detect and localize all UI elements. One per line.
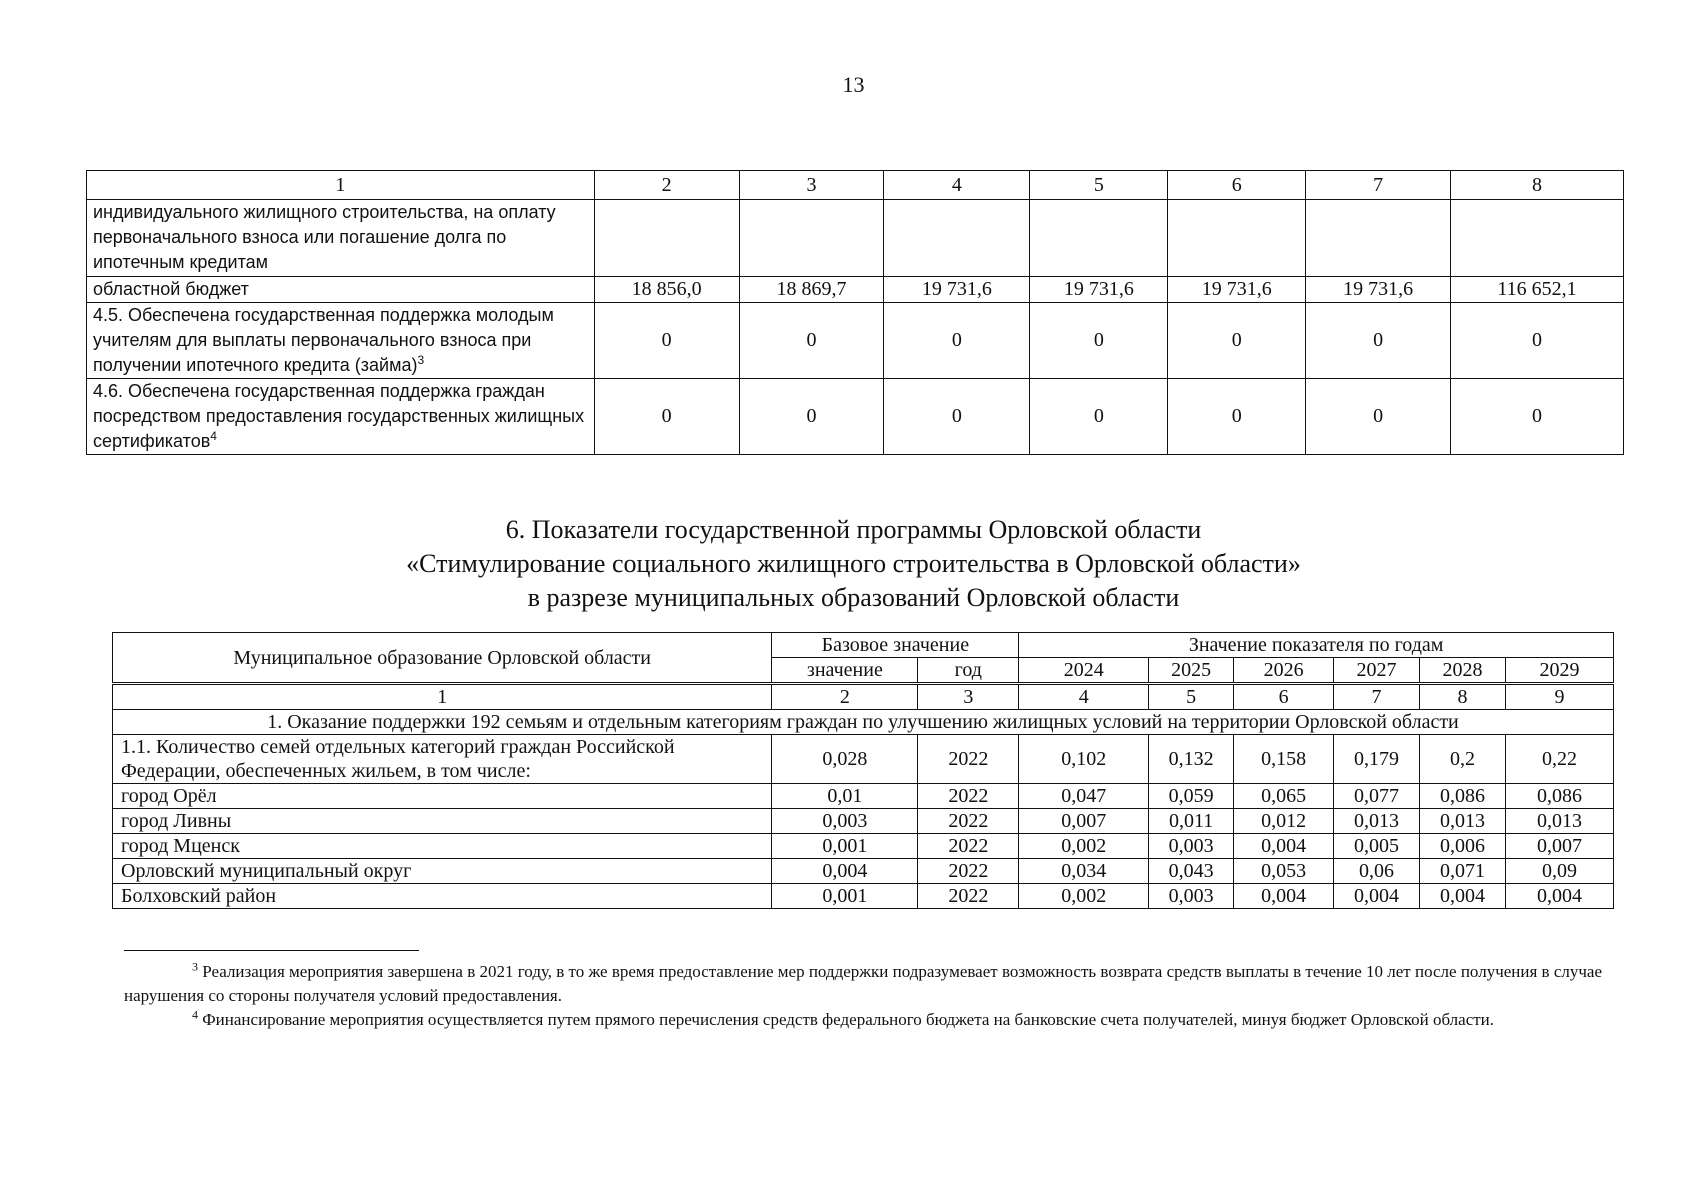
cell-value: 0,013 [1334, 809, 1420, 834]
col-number: 4 [1019, 684, 1149, 710]
col-header-municipality: Муниципальное образование Орловской области [113, 633, 772, 684]
row-name: 1.1. Количество семей отдельных категорий граждан Российской Федерации, обеспеченных жильем, в том числе: [113, 735, 772, 784]
table-row [87, 379, 1624, 455]
footnote [124, 960, 1602, 1008]
col-number: 5 [1149, 684, 1234, 710]
section-title-line: 6. Показатели государственной программы Орловской области [505, 515, 1202, 544]
cell-value: 18 869,7 [739, 277, 884, 303]
footnote-separator [124, 950, 419, 951]
col-header: 2 [594, 171, 739, 200]
cell-value: 0,002 [1019, 884, 1149, 909]
footnote-ref: 3 [417, 353, 425, 367]
section-row-label: 1. Оказание поддержки 192 семьям и отдельным категориям граждан по улучшению жилищных условий на территории Орловской области [113, 710, 1614, 735]
table-header-row [87, 171, 1624, 200]
section-title-line: в разрезе муниципальных образований Орловской области [527, 583, 1180, 612]
cell-value: 18 856,0 [594, 277, 739, 303]
cell-value: 0,158 [1234, 735, 1334, 784]
cell-value: 0,059 [1149, 784, 1234, 809]
cell-value: 0 [594, 379, 739, 455]
cell-value [884, 200, 1030, 277]
page-number: 13 [842, 72, 865, 97]
section-row [113, 710, 1614, 735]
col-header: 1 [87, 171, 595, 200]
section-title [0, 513, 1707, 615]
cell-value: 0,22 [1505, 735, 1613, 784]
col-header-base: Базовое значение [772, 633, 1019, 658]
cell-base-value: 0,001 [772, 884, 918, 909]
row-description: областной бюджет [87, 277, 595, 303]
table-row [87, 303, 1624, 379]
col-header-base-year: год [918, 658, 1019, 684]
row-description: индивидуального жилищного строительства, на оплату первоначального взноса или погашение долга по ипотечным кредитам [87, 200, 595, 277]
row-description [87, 303, 595, 379]
indicators-table [112, 632, 1614, 909]
cell-value: 0 [1306, 303, 1451, 379]
cell-value: 0,004 [1334, 884, 1420, 909]
cell-value: 0,086 [1505, 784, 1613, 809]
cell-value: 0 [1030, 379, 1168, 455]
section-title-line: «Стимулирование социального жилищного строительства в Орловской области» [406, 549, 1301, 578]
footnote-text: Реализация мероприятия завершена в 2021 году, в то же время предоставление мер поддержки подразумевает возможность возврата средств выплаты в течение 10 лет после получения в случае нарушения со стороны получателя условий предоставления. [124, 962, 1603, 1005]
cell-value: 0 [884, 303, 1030, 379]
cell-value: 0,013 [1505, 809, 1613, 834]
cell-value: 0 [739, 303, 884, 379]
table-row [113, 735, 1614, 784]
footnote-mark: 4 [192, 1007, 198, 1022]
footnote-mark: 3 [192, 959, 198, 974]
cell-value: 0,179 [1334, 735, 1420, 784]
cell-value: 0 [1306, 379, 1451, 455]
row-name: город Мценск [113, 834, 772, 859]
table-row [113, 884, 1614, 909]
cell-base-value: 0,003 [772, 809, 918, 834]
cell-base-value: 0,028 [772, 735, 918, 784]
col-header-base-value: значение [772, 658, 918, 684]
col-header: 6 [1168, 171, 1306, 200]
cell-value: 0,047 [1019, 784, 1149, 809]
row-description [87, 379, 595, 455]
table-row [113, 784, 1614, 809]
cell-value [1168, 200, 1306, 277]
cell-base-value: 0,01 [772, 784, 918, 809]
col-header: 5 [1030, 171, 1168, 200]
cell-value: 19 731,6 [884, 277, 1030, 303]
column-numbers-row [113, 684, 1614, 710]
cell-value: 0,004 [1234, 884, 1334, 909]
table-header-row [113, 633, 1614, 658]
cell-base-year: 2022 [918, 884, 1019, 909]
table-row [113, 834, 1614, 859]
col-header: 3 [739, 171, 884, 200]
col-number: 9 [1505, 684, 1613, 710]
cell-value: 0,071 [1420, 859, 1506, 884]
cell-base-year: 2022 [918, 834, 1019, 859]
row-description-text: 4.5. Обеспечена государственная поддержка молодым учителям для выплаты первоначального взноса при получении ипотечного кредита (займа) [93, 305, 554, 375]
cell-base-year: 2022 [918, 735, 1019, 784]
row-name: город Орёл [113, 784, 772, 809]
col-header-year: 2025 [1149, 658, 1234, 684]
cell-value: 0,043 [1149, 859, 1234, 884]
cell-value: 0,011 [1149, 809, 1234, 834]
program-funding-table [86, 170, 1624, 455]
cell-value [1451, 200, 1624, 277]
cell-base-year: 2022 [918, 809, 1019, 834]
cell-value: 0 [1168, 379, 1306, 455]
cell-value: 0 [594, 303, 739, 379]
cell-value: 0,002 [1019, 834, 1149, 859]
cell-base-year: 2022 [918, 784, 1019, 809]
col-header: 4 [884, 171, 1030, 200]
cell-value [1306, 200, 1451, 277]
cell-value: 0,09 [1505, 859, 1613, 884]
cell-value: 0,102 [1019, 735, 1149, 784]
col-number: 7 [1334, 684, 1420, 710]
row-name: город Ливны [113, 809, 772, 834]
col-header-year: 2027 [1334, 658, 1420, 684]
cell-base-value: 0,004 [772, 859, 918, 884]
col-header: 8 [1451, 171, 1624, 200]
row-description-text: 4.6. Обеспечена государственная поддержка граждан посредством предоставления государственных жилищных сертификатов [93, 381, 585, 451]
cell-value: 0,005 [1334, 834, 1420, 859]
row-name: Болховский район [113, 884, 772, 909]
cell-value: 0,06 [1334, 859, 1420, 884]
cell-base-value: 0,001 [772, 834, 918, 859]
table-row [113, 859, 1614, 884]
cell-value: 0 [739, 379, 884, 455]
col-number: 1 [113, 684, 772, 710]
footnote-ref: 4 [210, 429, 217, 443]
footnote [124, 1008, 1602, 1032]
cell-value: 0 [1030, 303, 1168, 379]
cell-value [1030, 200, 1168, 277]
cell-value: 0,007 [1505, 834, 1613, 859]
table-row [87, 200, 1624, 277]
cell-value: 0 [1451, 379, 1624, 455]
cell-value: 0,007 [1019, 809, 1149, 834]
cell-value [739, 200, 884, 277]
col-number: 8 [1420, 684, 1506, 710]
footnotes [124, 960, 1602, 1032]
cell-value: 19 731,6 [1030, 277, 1168, 303]
cell-value: 0 [1451, 303, 1624, 379]
cell-value: 0,077 [1334, 784, 1420, 809]
col-number: 3 [918, 684, 1019, 710]
col-header-year: 2026 [1234, 658, 1334, 684]
cell-value: 0,004 [1420, 884, 1506, 909]
cell-value: 0,132 [1149, 735, 1234, 784]
col-header-year: 2024 [1019, 658, 1149, 684]
cell-base-year: 2022 [918, 859, 1019, 884]
col-number: 2 [772, 684, 918, 710]
cell-value: 19 731,6 [1168, 277, 1306, 303]
cell-value: 0,003 [1149, 834, 1234, 859]
table-row [87, 277, 1624, 303]
col-header: 7 [1306, 171, 1451, 200]
cell-value: 0,053 [1234, 859, 1334, 884]
cell-value: 0,065 [1234, 784, 1334, 809]
col-header-year: 2029 [1505, 658, 1613, 684]
cell-value: 0 [1168, 303, 1306, 379]
cell-value: 0,086 [1420, 784, 1506, 809]
cell-value: 0,013 [1420, 809, 1506, 834]
cell-value: 0,012 [1234, 809, 1334, 834]
cell-value: 0,034 [1019, 859, 1149, 884]
table-row [113, 809, 1614, 834]
col-number: 6 [1234, 684, 1334, 710]
cell-value [594, 200, 739, 277]
cell-value: 0,006 [1420, 834, 1506, 859]
cell-value: 116 652,1 [1451, 277, 1624, 303]
cell-value: 0,004 [1505, 884, 1613, 909]
col-header-year: 2028 [1420, 658, 1506, 684]
row-name: Орловский муниципальный округ [113, 859, 772, 884]
col-header-by-years: Значение показателя по годам [1019, 633, 1614, 658]
footnote-text: Финансирование мероприятия осуществляется путем прямого перечисления средств федерального бюджета на банковские счета получателей, минуя бюджет Орловской области. [202, 1010, 1495, 1029]
cell-value: 0,003 [1149, 884, 1234, 909]
cell-value: 0,2 [1420, 735, 1506, 784]
cell-value: 0,004 [1234, 834, 1334, 859]
cell-value: 19 731,6 [1306, 277, 1451, 303]
cell-value: 0 [884, 379, 1030, 455]
